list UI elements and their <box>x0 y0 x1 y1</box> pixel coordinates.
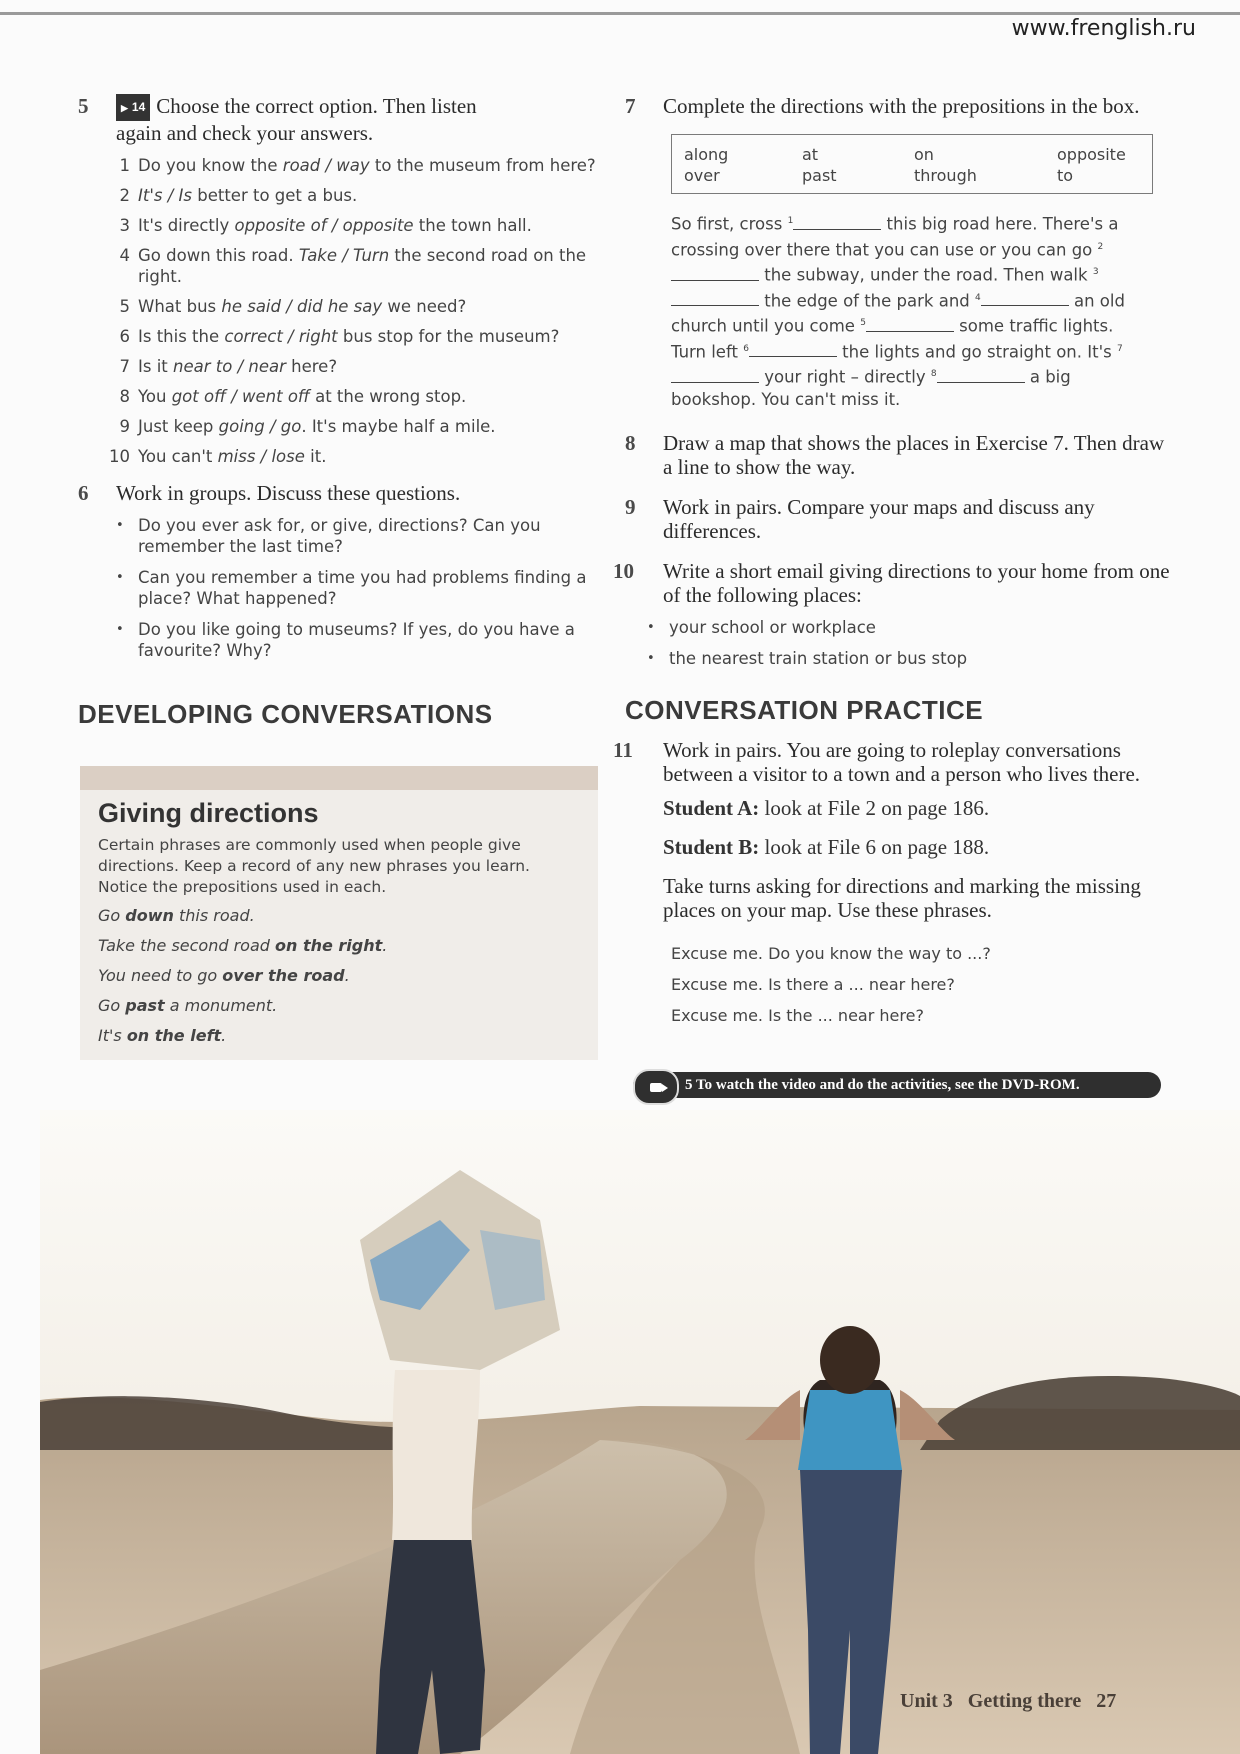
exercise-item <box>78 215 598 236</box>
item-option[interactable]: It's / Is <box>138 186 192 205</box>
discussion-question: • Do you ever ask for, or give, directions? Can you remember the last time? <box>78 515 598 557</box>
exercise-7-heading <box>625 94 1170 118</box>
direction-phrase: Take the second road on the right. <box>98 936 388 955</box>
item-text: Go down this road. <box>138 246 299 265</box>
exercise-5-items <box>78 155 598 467</box>
direction-phrase: Go past a monument. <box>98 996 278 1015</box>
item-number: 9 <box>119 417 130 436</box>
dvd-rom-text: 5 To watch the video and do the activities, see the DVD-ROM. <box>685 1077 1080 1093</box>
item-option[interactable]: opposite of / opposite <box>234 216 414 235</box>
exercise-item <box>78 446 598 467</box>
unit-title: Getting there <box>967 1690 1082 1712</box>
right-column <box>613 94 1170 1037</box>
exercise-9-heading <box>625 495 1170 543</box>
exercise-instruction: Work in groups. Discuss these questions. <box>116 481 461 505</box>
box-body: Certain phrases are commonly used when people give directions. Keep a record of any new phrases you learn. Notice the prepositions used in each. <box>98 836 530 896</box>
left-column <box>78 94 598 730</box>
item-text: to the museum from here? <box>369 156 596 175</box>
page-footer <box>900 1690 1116 1713</box>
box-header-bar <box>80 766 598 790</box>
audio-track-badge[interactable]: ▶ 14 <box>116 94 150 121</box>
discussion-question: • Can you remember a time you had problems finding a place? What happened? <box>78 567 598 609</box>
word-box-column: at past <box>802 145 837 185</box>
item-text: here? <box>285 357 338 376</box>
gap-blank[interactable] <box>671 291 759 306</box>
exercise-11-heading <box>613 737 1170 786</box>
photo-illustration <box>40 1110 1240 1754</box>
item-text: we need? <box>382 297 467 316</box>
exercise-6-heading <box>78 481 598 505</box>
dvd-rom-banner[interactable] <box>633 1072 1161 1098</box>
student-b-instruction: Student B: look at File 6 on page 188. <box>663 834 990 859</box>
item-text: You can't <box>138 447 218 466</box>
exercise-instruction-cont: again and check your answers. <box>116 121 374 145</box>
take-turns-instruction: Take turns asking for directions and marking the missing places on your map. Use these phrases. <box>663 873 1141 922</box>
item-text: the second road on the right. <box>138 246 587 286</box>
item-text: Do you know the <box>138 156 283 175</box>
item-text: You <box>138 387 172 406</box>
item-option[interactable]: Take / Turn <box>298 246 390 265</box>
exercise-number: 8 <box>625 430 636 455</box>
gap-blank[interactable] <box>937 368 1025 383</box>
exercise-instruction: Work in pairs. You are going to roleplay conversations between a visitor to a town and a person who lives there. <box>663 737 1141 786</box>
item-text: Is this the <box>138 327 225 346</box>
item-text: Is it <box>138 357 174 376</box>
gap-blank[interactable] <box>671 266 759 281</box>
item-option[interactable]: miss / lose <box>217 447 305 466</box>
item-text: bus stop for the museum? <box>337 327 560 346</box>
gap-blank[interactable] <box>671 368 759 383</box>
word-box-column: opposite to <box>1057 145 1126 185</box>
item-number: 6 <box>119 327 130 346</box>
item-number: 2 <box>119 186 130 205</box>
item-text: Just keep <box>138 417 219 436</box>
gap-blank[interactable] <box>866 317 954 332</box>
gap-blank[interactable] <box>749 342 837 357</box>
video-camera-icon <box>633 1069 679 1105</box>
exercise-number: 9 <box>625 494 636 519</box>
item-number: 10 <box>109 447 130 466</box>
gap-blank[interactable] <box>981 291 1069 306</box>
exercise-number: 7 <box>625 94 636 118</box>
discussion-question: • Do you like going to museums? If yes, do you have a favourite? Why? <box>78 619 598 661</box>
box-title: Giving directions <box>98 798 319 828</box>
exercise-instruction: Write a short email giving directions to your home from one of the following places: <box>663 558 1170 607</box>
exercise-10-places <box>609 617 1170 669</box>
item-text: . It's maybe half a mile. <box>301 417 496 436</box>
gap-fill-text: So first, cross $^1$ this big road here. There's a crossing over there that you can use or you can go $^2$ the subway, under the road. Then walk $^3$ the edge of the park and $^4$ an old church until you come $^5$ some traffic lights. Turn left $^6$ the lights and go straight on. It's $^7$ your right – directly $^8$ a big bookshop. You can't miss it. <box>671 214 1125 409</box>
item-number: 8 <box>119 387 130 406</box>
conversation-phrases <box>625 944 1170 1025</box>
direction-phrase: Go down this road. <box>98 906 255 925</box>
item-number: 3 <box>119 216 130 235</box>
conversation-phrase: Excuse me. Do you know the way to ...? <box>671 943 991 963</box>
exercise-item <box>78 155 598 176</box>
exercise-item <box>78 185 598 206</box>
item-text: What bus <box>138 297 222 316</box>
item-text: better to get a bus. <box>191 186 358 205</box>
giving-directions-box <box>80 766 598 1060</box>
direction-phrase: You need to go over the road. <box>98 966 350 985</box>
exercise-item <box>78 416 598 437</box>
item-number: 1 <box>119 156 130 175</box>
exercise-number: 10 <box>613 558 634 583</box>
conversation-phrase: Excuse me. Is there a ... near here? <box>671 974 955 994</box>
section-title-developing: DEVELOPING CONVERSATIONS <box>78 699 493 729</box>
exercise-number: 6 <box>78 481 89 505</box>
top-rule <box>0 12 1240 15</box>
exercise-10-heading <box>613 558 1170 607</box>
exercise-instruction: Work in pairs. Compare your maps and discuss any differences. <box>663 494 1095 543</box>
play-icon: ▶ <box>121 103 128 113</box>
exercise-item <box>78 326 598 347</box>
item-text: the town hall. <box>413 216 532 235</box>
conversation-phrase: Excuse me. Is the ... near here? <box>671 1005 924 1025</box>
exercise-item <box>78 356 598 377</box>
gap-blank[interactable] <box>793 215 881 230</box>
site-url[interactable]: www.frenglish.ru <box>1011 16 1196 41</box>
exercise-item <box>78 245 598 287</box>
direction-phrases <box>98 906 580 1045</box>
item-text: at the wrong stop. <box>309 387 467 406</box>
exercise-item <box>78 296 598 317</box>
item-option[interactable]: near to / near <box>173 357 286 376</box>
item-option[interactable]: road / way <box>282 156 370 175</box>
direction-phrase: It's on the left. <box>98 1026 227 1045</box>
student-a-instruction: Student A: look at File 2 on page 186. <box>663 795 990 820</box>
exercise-number: 11 <box>613 737 633 762</box>
word-box-column: along over <box>684 145 729 185</box>
exercise-item <box>78 386 598 407</box>
item-text: It's directly <box>138 216 235 235</box>
item-number: 4 <box>119 246 130 265</box>
exercise-number: 5 <box>78 94 89 118</box>
item-option[interactable]: correct / right <box>224 327 338 346</box>
item-number: 7 <box>119 357 130 376</box>
page-number: 27 <box>1096 1690 1117 1712</box>
exercise-instruction: Draw a map that shows the places in Exercise 7. Then draw a line to show the way. <box>663 430 1165 479</box>
item-option[interactable]: going / go <box>218 417 302 436</box>
preposition-box <box>671 134 1153 194</box>
item-text: it. <box>304 447 327 466</box>
item-option[interactable]: got off / went off <box>171 387 310 406</box>
section-title-conversation: CONVERSATION PRACTICE <box>625 694 984 725</box>
exercise-8-heading <box>625 431 1170 479</box>
desert-road-photo <box>40 1110 1240 1754</box>
word-box-column: on through <box>914 145 977 185</box>
exercise-6-questions <box>78 515 598 661</box>
item-number: 5 <box>119 297 130 316</box>
place-option: • your school or workplace <box>609 617 1170 638</box>
place-option: • the nearest train station or bus stop <box>609 648 1170 669</box>
exercise-instruction: Complete the directions with the prepositions in the box. <box>663 94 1140 118</box>
unit-label: Unit 3 <box>900 1690 953 1712</box>
exercise-instruction: Choose the correct option. Then listen <box>156 94 477 118</box>
item-option[interactable]: he said / did he say <box>221 297 383 316</box>
exercise-5-heading <box>78 94 598 145</box>
